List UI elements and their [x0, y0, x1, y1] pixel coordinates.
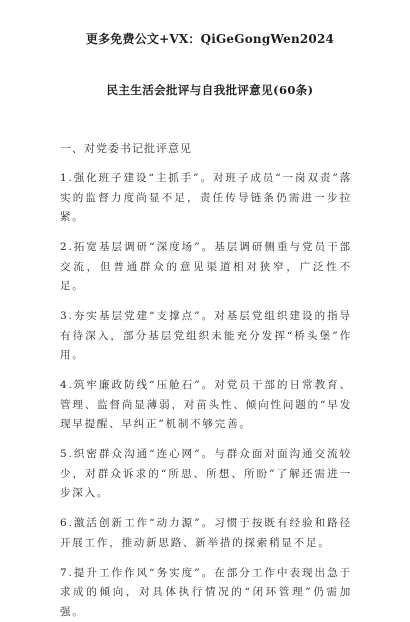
list-item: 6.激活创新工作“动力源”。习惯于按既有经验和路径开展工作，推动新思路、新举措的探索稍显不足。 [60, 514, 352, 553]
list-item: 1.强化班子建设“主抓手”。对班子成员“一岗双责”落实的监督力度尚显不足，责任传导链条仍需进一步拉紧。 [60, 169, 352, 228]
document-page [0, 30, 410, 610]
list-item: 7.提升工作作风“务实度”。在部分工作中表现出急于求成的倾向，对具体执行情况的“闭环管理”仍需加强。 [60, 564, 352, 622]
criticism-list [84, 169, 352, 622]
section-heading: 一、对党委书记批评意见 [60, 140, 352, 156]
list-item: 4.筑牢廉政防线“压舱石”。对党员干部的日常教育、管理、监督尚显薄弱，对苗头性、倾向性问题的“早发现早提醒、早纠正”机制不够完善。 [60, 376, 352, 435]
promo-banner: 更多免费公文+VX：QiGeGongWen2024 [58, 30, 362, 47]
list-item: 2.拓宽基层调研“深度场”。基层调研侧重与党员干部交流，但普通群众的意见渠道相对狭窄，广泛性不足。 [60, 238, 352, 297]
list-item: 3.夯实基层党建“支撑点”。对基层党组织建设的指导有待深入，部分基层党组织未能充分发挥“桥头堡”作用。 [60, 307, 352, 366]
list-item: 5.织密群众沟通“连心网”。与群众面对面沟通交流较少，对群众诉求的“所思、所想、所盼”了解还需进一步深入。 [60, 445, 352, 504]
document-title: 民主生活会批评与自我批评意见(60条) [58, 82, 362, 98]
